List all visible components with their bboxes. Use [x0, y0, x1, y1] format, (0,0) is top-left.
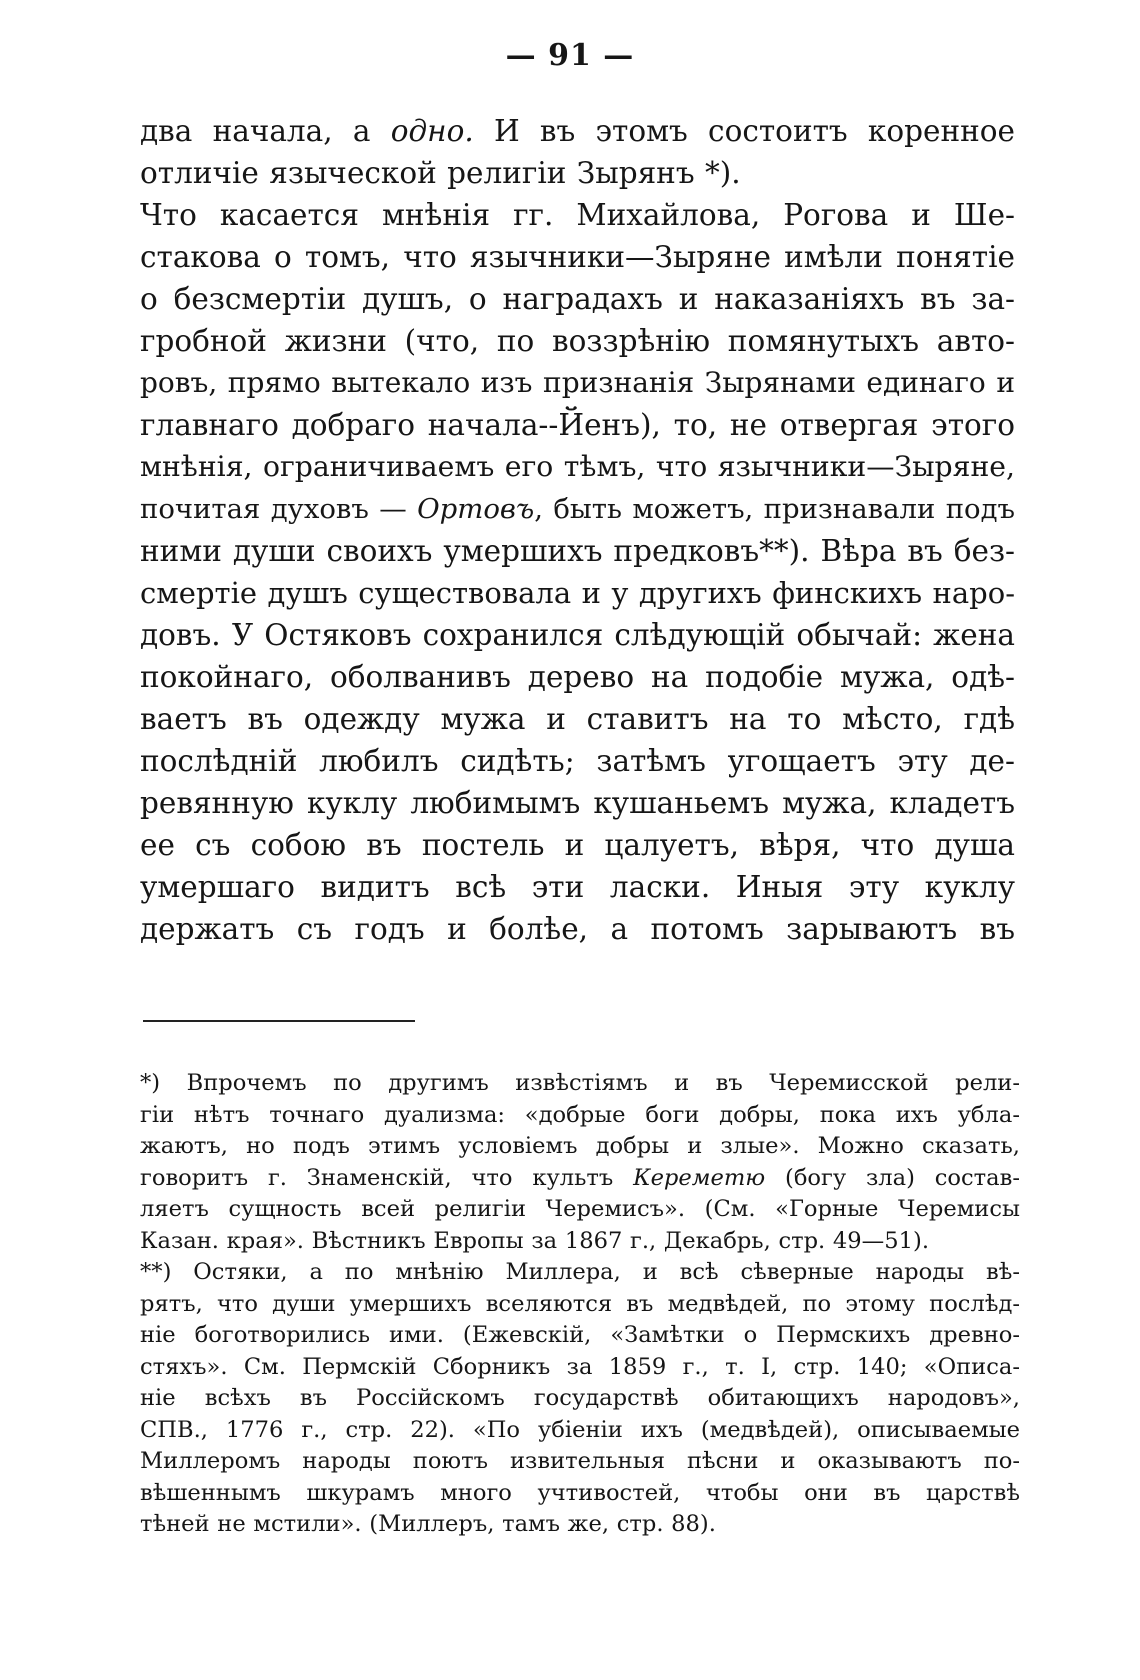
- text-line: стакова о томъ, что язычники—Зыряне имѣли понятіе: [140, 240, 1015, 274]
- footnote-divider: [143, 1020, 415, 1022]
- text-line: почитая духовъ — Ортовъ, быть можетъ, признавали подъ: [140, 493, 1016, 525]
- footnote-line: жаютъ, но подъ этимъ условіемъ добры и злые». Можно сказать,: [140, 1133, 1020, 1159]
- emphasis: Ортовъ: [417, 493, 535, 525]
- footnote-line: гіи нѣтъ точнаго дуализма: «добрые боги добры, пока ихъ ублa-: [140, 1101, 1020, 1128]
- text-line: ее съ собою въ постель и цалуетъ, вѣря, что душа: [140, 828, 1015, 862]
- text-line: ровъ, прямо вытекало изъ признанія Зырянами единаго и: [140, 366, 1015, 399]
- text-line: ревянную куклу любимымъ кушаньемъ мужа, кладетъ: [140, 786, 1015, 820]
- footnote-line: *) Впрочемъ по другимъ извѣстіямъ и въ Черемисской рели-: [140, 1070, 1020, 1096]
- footnote-line: **) Остяки, а по мнѣнію Миллера, и всѣ сѣверные народы вѣ-: [140, 1259, 1020, 1285]
- page-number: — 91 —: [505, 38, 635, 73]
- footnotes: [140, 1068, 1020, 1541]
- footnote-line: рятъ, что души умершихъ вселяются въ медвѣдей, по этому послѣд-: [140, 1290, 1020, 1317]
- footnote-line: ляетъ сущность всей религіи Черемисъ». (См. «Горные Черемисы: [140, 1196, 1020, 1222]
- footnote-line: Миллеромъ народы поютъ извительныя пѣсни и оказываютъ по-: [140, 1448, 1020, 1474]
- text-line: мнѣнія, ограничиваемъ его тѣмъ, что язычники—Зыряне,: [140, 450, 1015, 483]
- text-line: ваетъ въ одежду мужа и ставитъ на то мѣсто, гдѣ: [140, 702, 1015, 736]
- emphasis: Кереметю: [633, 1164, 766, 1191]
- footnote-line: Казан. края». Вѣстникъ Европы за 1867 г., Декабрь, стр. 49—51).: [140, 1227, 930, 1254]
- footnote-line: СПВ., 1776 г., стр. 22). «По убіеніи ихъ (медвѣдей), описываемые: [140, 1416, 1020, 1443]
- footnote-line: ніе всѣхъ въ Россійскомъ государствѣ обитающихъ народовъ»,: [140, 1385, 1020, 1411]
- main-text: [140, 110, 1015, 950]
- footnote-line: стяхъ». См. Пермскій Сборникъ за 1859 г., т. I, стр. 140; «Описа-: [140, 1353, 1020, 1380]
- text-line: Что касается мнѣнія гг. Михайлова, Рогова и Ше-: [140, 198, 1015, 232]
- text-line: довъ. У Остяковъ сохранился слѣдующій обычай: жена: [140, 618, 1015, 652]
- text-line: отличіе языческой религіи Зырянъ *).: [140, 156, 741, 190]
- text-line: покойнаго, оболванивъ дерево на подобіе мужа, одѣ-: [140, 660, 1015, 694]
- footnote-line: ніе боготворились ими. (Ежевскій, «Замѣтки о Пермскихъ древно-: [140, 1322, 1020, 1348]
- text-line: главнаго добраго начала--Йенъ), то, не отвергая этого: [140, 408, 1015, 442]
- text-line: послѣдній любилъ сидѣть; затѣмъ угощаетъ эту де-: [140, 744, 1015, 778]
- emphasis: одно.: [390, 114, 474, 148]
- text-line: смертіе душъ существовала и у другихъ финскихъ наро-: [140, 576, 1015, 610]
- footnote-line: говоритъ г. Знаменскій, что культъ Кереметю (богу зла) состав-: [140, 1164, 1020, 1191]
- footnote-line: тѣней не мстили». (Миллеръ, тамъ же, стр. 88).: [140, 1511, 716, 1537]
- footnote-line: вѣшеннымъ шкурамъ много учтивостей, чтобы они въ царствѣ: [140, 1479, 1020, 1506]
- text-line: о безсмертіи душъ, о наградахъ и наказаніяхъ въ за-: [140, 282, 1015, 316]
- text-line: умершаго видитъ всѣ эти ласки. Иныя эту куклу: [140, 870, 1015, 904]
- text-line: гробной жизни (что, по воззрѣнію помянутыхъ авто-: [140, 324, 1015, 358]
- text-line: два начала, а одно. И въ этомъ состоитъ коренное: [140, 114, 1016, 148]
- text-line: ними души своихъ умершихъ предковъ**). Вѣра въ без-: [140, 534, 1015, 568]
- text-line: держатъ съ годъ и болѣе, а потомъ зарываютъ въ: [140, 912, 1015, 946]
